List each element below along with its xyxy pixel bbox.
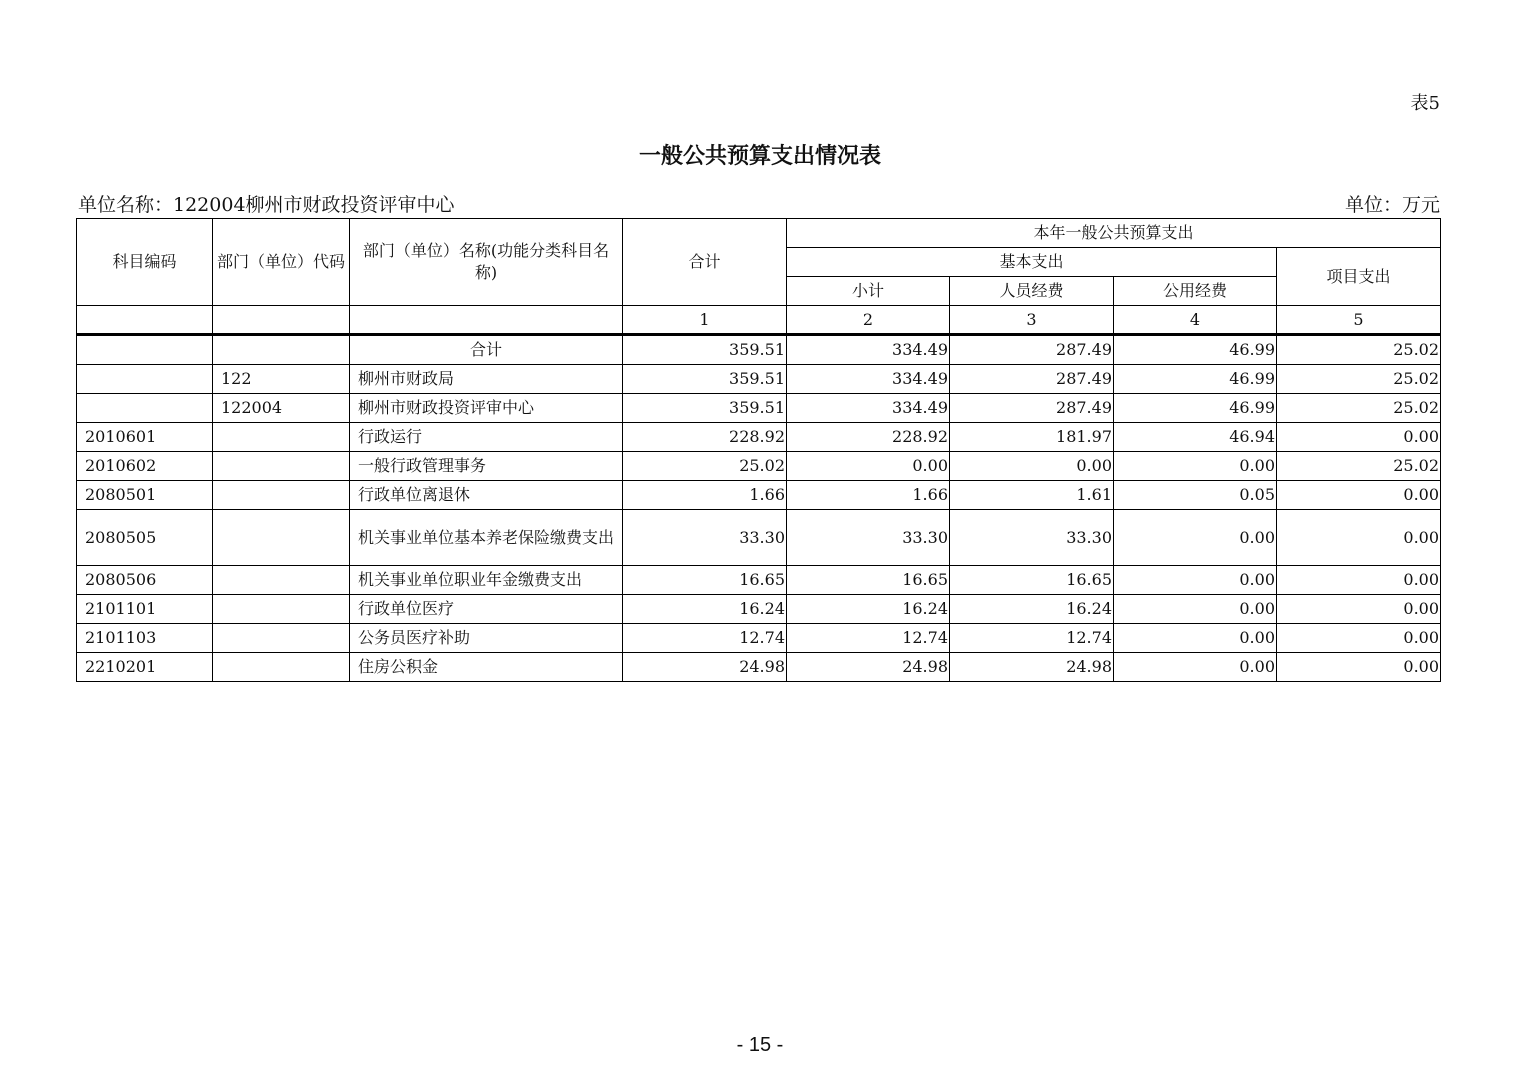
- cell-dept-code: [213, 595, 350, 624]
- cell-subtotal: 334.49: [787, 394, 950, 423]
- header-basic-group: 基本支出: [787, 248, 1277, 277]
- header-dept-code: 部门（单位）代码: [213, 219, 350, 306]
- cell-total: 12.74: [623, 624, 787, 653]
- cell-public: 46.94: [1114, 423, 1277, 452]
- table-row: [77, 510, 1441, 566]
- header-project: 项目支出: [1277, 248, 1441, 306]
- header-current-year-group: 本年一般公共预算支出: [787, 219, 1441, 248]
- cell-public: 0.00: [1114, 566, 1277, 595]
- column-number: 2: [787, 306, 950, 335]
- unit-name-label: 单位名称：122004柳州市财政投资评审中心: [78, 194, 455, 216]
- cell-dept-code: [213, 510, 350, 566]
- header-blank: [350, 306, 623, 335]
- cell-total: 25.02: [623, 452, 787, 481]
- cell-project: 25.02: [1277, 394, 1441, 423]
- cell-dept-code: [213, 481, 350, 510]
- cell-subject-code: 2210201: [77, 653, 213, 682]
- cell-personnel: 12.74: [950, 624, 1114, 653]
- cell-dept-code: [213, 423, 350, 452]
- cell-public: 46.99: [1114, 394, 1277, 423]
- cell-personnel: 0.00: [950, 452, 1114, 481]
- table-row: [77, 595, 1441, 624]
- cell-subtotal: 334.49: [787, 365, 950, 394]
- cell-subject-code: 2010601: [77, 423, 213, 452]
- cell-project: 0.00: [1277, 624, 1441, 653]
- cell-total: 16.65: [623, 566, 787, 595]
- header-subject-code: 科目编码: [77, 219, 213, 306]
- page-number: - 15 -: [736, 1034, 784, 1056]
- cell-subtotal: 16.24: [787, 595, 950, 624]
- cell-public: 0.05: [1114, 481, 1277, 510]
- header-personnel: 人员经费: [950, 277, 1114, 306]
- cell-subtotal: 16.65: [787, 566, 950, 595]
- table-row: [77, 653, 1441, 682]
- cell-personnel: 287.49: [950, 365, 1114, 394]
- page-title: 一般公共预算支出情况表: [638, 143, 881, 169]
- cell-subtotal: 228.92: [787, 423, 950, 452]
- table-row: [77, 335, 1441, 365]
- column-number: 5: [1277, 306, 1441, 335]
- cell-subject-code: 2010602: [77, 452, 213, 481]
- column-number: 3: [950, 306, 1114, 335]
- cell-subject-code: [77, 394, 213, 423]
- cell-name: 一般行政管理事务: [350, 452, 623, 481]
- cell-personnel: 1.61: [950, 481, 1114, 510]
- cell-subtotal: 12.74: [787, 624, 950, 653]
- header-dept-name: 部门（单位）名称(功能分类科目名称): [350, 219, 623, 306]
- cell-project: 0.00: [1277, 423, 1441, 452]
- cell-project: 0.00: [1277, 510, 1441, 566]
- cell-subject-code: [77, 335, 213, 365]
- cell-subject-code: 2080506: [77, 566, 213, 595]
- cell-project: 25.02: [1277, 335, 1441, 365]
- budget-expenditure-table: [76, 218, 1441, 682]
- cell-project: 0.00: [1277, 481, 1441, 510]
- header-blank: [77, 306, 213, 335]
- table-number-label: 表5: [1410, 93, 1440, 114]
- cell-total: 359.51: [623, 335, 787, 365]
- cell-name: 行政单位医疗: [350, 595, 623, 624]
- cell-name: 机关事业单位基本养老保险缴费支出: [350, 510, 623, 566]
- table-row: [77, 452, 1441, 481]
- cell-name: 合计: [350, 335, 623, 365]
- cell-name: 柳州市财政投资评审中心: [350, 394, 623, 423]
- cell-name: 公务员医疗补助: [350, 624, 623, 653]
- cell-public: 0.00: [1114, 653, 1277, 682]
- cell-project: 25.02: [1277, 452, 1441, 481]
- cell-subtotal: 0.00: [787, 452, 950, 481]
- header-subtotal: 小计: [787, 277, 950, 306]
- cell-public: 46.99: [1114, 365, 1277, 394]
- header-total: 合计: [623, 219, 787, 306]
- cell-name: 行政运行: [350, 423, 623, 452]
- table-row: [77, 566, 1441, 595]
- cell-total: 1.66: [623, 481, 787, 510]
- cell-subtotal: 24.98: [787, 653, 950, 682]
- cell-name: 机关事业单位职业年金缴费支出: [350, 566, 623, 595]
- cell-project: 25.02: [1277, 365, 1441, 394]
- cell-dept-code: [213, 624, 350, 653]
- cell-project: 0.00: [1277, 653, 1441, 682]
- cell-total: 33.30: [623, 510, 787, 566]
- cell-personnel: 181.97: [950, 423, 1114, 452]
- cell-subject-code: 2101103: [77, 624, 213, 653]
- cell-name: 住房公积金: [350, 653, 623, 682]
- column-number: 1: [623, 306, 787, 335]
- table-row: [77, 481, 1441, 510]
- cell-personnel: 287.49: [950, 394, 1114, 423]
- table-row: [77, 394, 1441, 423]
- header-public: 公用经费: [1114, 277, 1277, 306]
- cell-subject-code: 2080501: [77, 481, 213, 510]
- cell-dept-code: [213, 566, 350, 595]
- cell-subject-code: 2080505: [77, 510, 213, 566]
- header-blank: [213, 306, 350, 335]
- table-row: [77, 423, 1441, 452]
- currency-unit-label: 单位：万元: [1344, 194, 1440, 216]
- cell-total: 16.24: [623, 595, 787, 624]
- cell-total: 359.51: [623, 365, 787, 394]
- cell-dept-code: [213, 335, 350, 365]
- cell-dept-code: 122: [213, 365, 350, 394]
- cell-public: 0.00: [1114, 624, 1277, 653]
- table-row: [77, 365, 1441, 394]
- cell-subject-code: 2101101: [77, 595, 213, 624]
- cell-personnel: 16.24: [950, 595, 1114, 624]
- cell-dept-code: 122004: [213, 394, 350, 423]
- cell-personnel: 287.49: [950, 335, 1114, 365]
- cell-public: 46.99: [1114, 335, 1277, 365]
- table-row: [77, 624, 1441, 653]
- cell-project: 0.00: [1277, 595, 1441, 624]
- cell-subtotal: 33.30: [787, 510, 950, 566]
- cell-total: 24.98: [623, 653, 787, 682]
- cell-subject-code: [77, 365, 213, 394]
- cell-total: 228.92: [623, 423, 787, 452]
- cell-dept-code: [213, 653, 350, 682]
- cell-project: 0.00: [1277, 566, 1441, 595]
- cell-public: 0.00: [1114, 452, 1277, 481]
- cell-personnel: 16.65: [950, 566, 1114, 595]
- cell-subtotal: 1.66: [787, 481, 950, 510]
- column-number: 4: [1114, 306, 1277, 335]
- cell-name: 行政单位离退休: [350, 481, 623, 510]
- cell-public: 0.00: [1114, 595, 1277, 624]
- cell-name: 柳州市财政局: [350, 365, 623, 394]
- cell-personnel: 33.30: [950, 510, 1114, 566]
- cell-total: 359.51: [623, 394, 787, 423]
- cell-public: 0.00: [1114, 510, 1277, 566]
- cell-personnel: 24.98: [950, 653, 1114, 682]
- cell-subtotal: 334.49: [787, 335, 950, 365]
- cell-dept-code: [213, 452, 350, 481]
